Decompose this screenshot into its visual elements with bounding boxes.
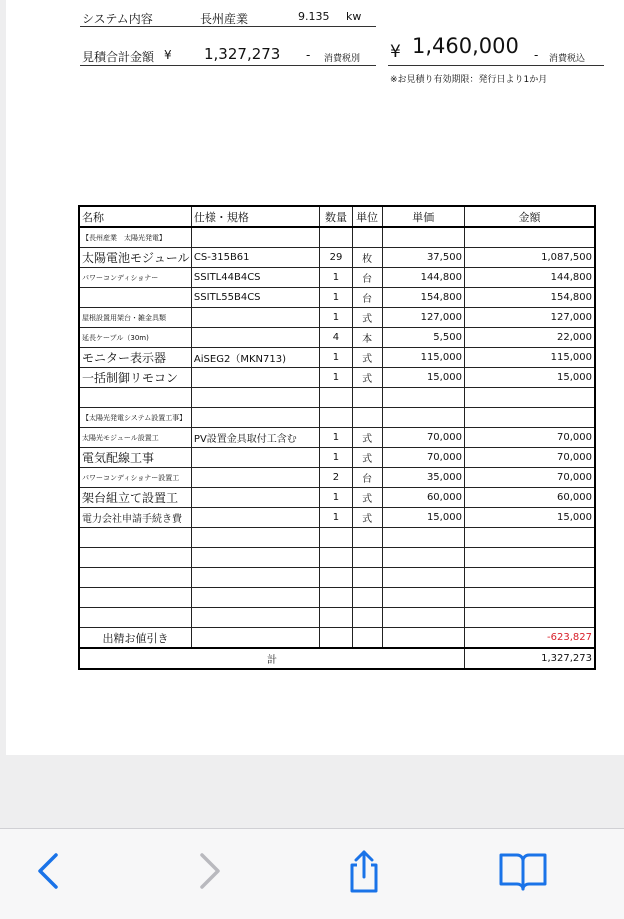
table-row (79, 508, 595, 528)
item-name: パワーコンディショナー設置工 (79, 468, 191, 488)
section-title: 【長州産業 太陽光発電】 (79, 227, 191, 248)
item-qty: 1 (320, 368, 352, 388)
empty-row (79, 548, 595, 568)
table-row (79, 348, 595, 368)
item-amount: 70,000 (464, 428, 595, 448)
item-spec (191, 448, 319, 468)
item-qty: 1 (320, 448, 352, 468)
item-price: 70,000 (382, 448, 464, 468)
table-row (79, 488, 595, 508)
dash-1: - (306, 48, 311, 62)
yen-sign: ¥ (164, 48, 172, 62)
col-amount-header: 金額 (464, 206, 595, 227)
item-qty: 1 (320, 348, 352, 368)
share-button[interactable] (342, 849, 386, 893)
item-qty: 1 (320, 308, 352, 328)
total-label: 計 (79, 648, 464, 669)
empty-row (79, 388, 595, 408)
item-price: 5,500 (382, 328, 464, 348)
item-unit: 式 (352, 368, 382, 388)
item-price: 144,800 (382, 268, 464, 288)
item-qty: 2 (320, 468, 352, 488)
bookmarks-button[interactable] (498, 849, 542, 893)
item-spec: SSITL44B4CS (191, 268, 319, 288)
table-row (79, 248, 595, 268)
item-spec: CS-315B61 (191, 248, 319, 268)
item-price: 115,000 (382, 348, 464, 368)
item-spec (191, 468, 319, 488)
system-label: システム内容 (82, 12, 153, 26)
empty-row (79, 608, 595, 628)
item-qty: 1 (320, 488, 352, 508)
back-icon (28, 849, 72, 893)
empty-row (79, 528, 595, 548)
item-unit: 台 (352, 468, 382, 488)
item-qty: 1 (320, 508, 352, 528)
item-qty: 29 (320, 248, 352, 268)
item-unit: 枚 (352, 248, 382, 268)
section-row (79, 227, 595, 248)
yen-sign-2: ¥ (390, 42, 401, 62)
item-name: 延長ケーブル（30m) (79, 328, 191, 348)
item-amount: 70,000 (464, 468, 595, 488)
back-button[interactable] (28, 849, 72, 893)
item-name (79, 288, 191, 308)
item-name: 電気配線工事 (79, 448, 191, 468)
table-row (79, 268, 595, 288)
item-price: 15,000 (382, 508, 464, 528)
item-amount: 144,800 (464, 268, 595, 288)
section-row (79, 408, 595, 428)
item-unit: 式 (352, 508, 382, 528)
item-name: 太陽光モジュール設置工 (79, 428, 191, 448)
forward-button[interactable] (186, 849, 230, 893)
item-amount: 154,800 (464, 288, 595, 308)
equipment-rows (79, 248, 595, 388)
item-name: 架台組立て設置工 (79, 488, 191, 508)
item-qty: 1 (320, 288, 352, 308)
table-row (79, 468, 595, 488)
item-price: 70,000 (382, 428, 464, 448)
discount-amount: -623,827 (464, 628, 595, 649)
browser-toolbar (0, 828, 624, 919)
capacity-value: 9.135 (298, 10, 330, 23)
table-row (79, 428, 595, 448)
total-label: 見積合計金額 (82, 50, 155, 64)
item-spec: SSITL55B4CS (191, 288, 319, 308)
inc-tax-label: 消費税込 (549, 54, 586, 64)
item-name: 電力会社申請手続き費 (79, 508, 191, 528)
item-unit: 式 (352, 428, 382, 448)
total-ex-tax: 1,327,273 (204, 45, 281, 63)
item-unit: 台 (352, 268, 382, 288)
bookmarks-icon (498, 849, 548, 893)
header-row (79, 206, 595, 227)
share-icon (342, 849, 386, 893)
table-row (79, 448, 595, 468)
item-qty: 4 (320, 328, 352, 348)
item-spec (191, 508, 319, 528)
discount-label: 出精お値引き (79, 628, 191, 649)
item-price: 60,000 (382, 488, 464, 508)
item-price: 35,000 (382, 468, 464, 488)
item-name: モニター表示器 (79, 348, 191, 368)
validity-note: ※お見積り有効期限：発行日より1か月 (390, 75, 548, 85)
item-unit: 式 (352, 448, 382, 468)
item-name: 一括制御リモコン (79, 368, 191, 388)
item-amount: 115,000 (464, 348, 595, 368)
item-amount: 1,087,500 (464, 248, 595, 268)
table-row (79, 368, 595, 388)
header-underline-3 (388, 65, 604, 66)
table-row (79, 288, 595, 308)
maker-name: 長州産業 (200, 12, 249, 26)
table-row (79, 328, 595, 348)
total-row (79, 648, 595, 669)
section-title: 【太陽光発電システム設置工事】 (79, 408, 191, 428)
col-price-header: 単価 (382, 206, 464, 227)
item-price: 37,500 (382, 248, 464, 268)
total-inc-tax: 1,460,000 (412, 34, 519, 58)
item-spec (191, 308, 319, 328)
empty-row (79, 588, 595, 608)
col-spec-header: 仕様・規格 (191, 206, 319, 227)
forward-icon (186, 849, 230, 893)
item-amount: 127,000 (464, 308, 595, 328)
item-spec: PV設置金具取付工含む (191, 428, 319, 448)
header-underline-1 (80, 26, 376, 27)
item-amount: 15,000 (464, 368, 595, 388)
item-spec: AiSEG2（MKN713) (191, 348, 319, 368)
table-row (79, 308, 595, 328)
item-name: 屋根設置用架台・雑金具類 (79, 308, 191, 328)
item-spec (191, 488, 319, 508)
item-amount: 70,000 (464, 448, 595, 468)
col-name-header: 名称 (79, 206, 191, 227)
capacity-unit: kw (346, 10, 362, 23)
item-amount: 60,000 (464, 488, 595, 508)
col-qty-header: 数量 (320, 206, 352, 227)
item-spec (191, 368, 319, 388)
ex-tax-label: 消費税別 (324, 54, 361, 64)
item-price: 127,000 (382, 308, 464, 328)
item-spec (191, 328, 319, 348)
header-underline-2 (80, 65, 376, 66)
item-name: パワーコンディショナー (79, 268, 191, 288)
item-qty: 1 (320, 268, 352, 288)
col-unit-header: 単位 (352, 206, 382, 227)
item-name: 太陽電池モジュール (79, 248, 191, 268)
item-price: 154,800 (382, 288, 464, 308)
item-unit: 本 (352, 328, 382, 348)
item-amount: 22,000 (464, 328, 595, 348)
item-price: 15,000 (382, 368, 464, 388)
estimate-table (78, 205, 596, 670)
item-unit: 式 (352, 488, 382, 508)
total-amount: 1,327,273 (464, 648, 595, 669)
item-amount: 15,000 (464, 508, 595, 528)
item-qty: 1 (320, 428, 352, 448)
work-rows (79, 428, 595, 528)
item-unit: 式 (352, 348, 382, 368)
item-unit: 台 (352, 288, 382, 308)
empty-row (79, 568, 595, 588)
item-unit: 式 (352, 308, 382, 328)
dash-2: - (534, 48, 539, 62)
discount-row (79, 628, 595, 649)
